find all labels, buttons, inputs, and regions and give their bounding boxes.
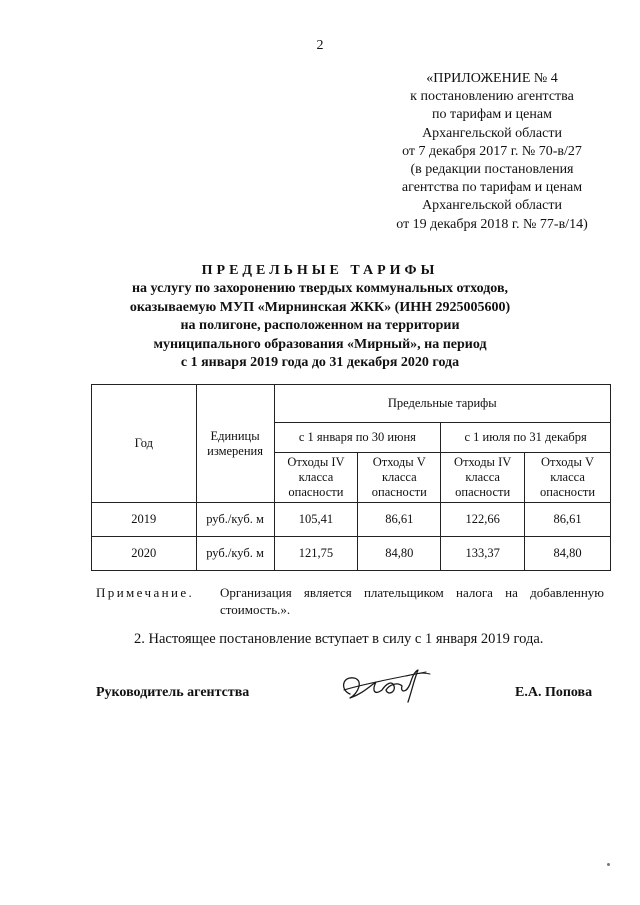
- appendix-line: от 7 декабря 2017 г. № 70-в/27: [402, 143, 582, 159]
- header-unit: Единицы измерения: [196, 385, 274, 503]
- table-row: [92, 537, 611, 571]
- appendix-line: Архангельской области: [422, 198, 562, 214]
- note-text: Организация является плательщиком налога на добавленную стоимость.».: [220, 585, 604, 617]
- note-label: Примечание.: [96, 585, 195, 600]
- cell-h1-iv: 105,41: [274, 503, 358, 537]
- title-line: на полигоне, расположенном на территории: [180, 318, 460, 334]
- tariffs-table: [91, 384, 611, 571]
- cell-h2-v: 86,61: [525, 503, 611, 537]
- cell-h1-iv: 121,75: [274, 537, 358, 571]
- appendix-line: к постановлению агентства: [410, 89, 574, 105]
- cell-year: 2019: [92, 503, 197, 537]
- appendix-header: [360, 70, 624, 234]
- cell-unit: руб./куб. м: [196, 537, 274, 571]
- title-line: оказываемую МУП «Мирнинская ЖКК» (ИНН 2925005600): [129, 299, 511, 315]
- title-line: с 1 января 2019 года до 31 декабря 2020 года: [180, 355, 460, 371]
- signatory-title: Руководитель агентства: [96, 685, 250, 700]
- appendix-line: Архангельской области: [422, 125, 562, 141]
- header-tariffs: Предельные тарифы: [274, 385, 611, 423]
- appendix-line: (в редакции постановления: [410, 162, 574, 178]
- appendix-line: по тарифам и ценам: [432, 107, 552, 123]
- margin-dot: [607, 863, 610, 866]
- table-row: [92, 503, 611, 537]
- cell-h1-v: 86,61: [358, 503, 441, 537]
- cell-h2-iv: 122,66: [441, 503, 525, 537]
- signature-image: [336, 664, 436, 708]
- header-period-1: с 1 января по 30 июня: [274, 423, 441, 453]
- decree-clause: 2. Настоящее постановление вступает в силу с 1 января 2019 года.: [134, 631, 544, 647]
- appendix-line: агентства по тарифам и ценам: [401, 180, 583, 196]
- title-heading: ПРЕДЕЛЬНЫЕ ТАРИФЫ: [201, 263, 439, 278]
- header-year: Год: [92, 385, 197, 503]
- document-title: [70, 262, 570, 372]
- appendix-line: «ПРИЛОЖЕНИЕ № 4: [426, 71, 558, 86]
- title-line: на услугу по захоронению твердых коммунальных отходов,: [131, 281, 509, 297]
- signatory-name: Е.А. Попова: [515, 685, 593, 700]
- appendix-line: от 19 декабря 2018 г. № 77-в/14): [396, 216, 588, 232]
- header-waste-v-period-2: Отходы V класса опасности: [525, 453, 611, 503]
- header-period-2: с 1 июля по 31 декабря: [441, 423, 611, 453]
- title-line: муниципального образования «Мирный», на период: [153, 336, 487, 352]
- cell-h1-v: 84,80: [358, 537, 441, 571]
- header-waste-iv-period-2: Отходы IV класса опасности: [441, 453, 525, 503]
- cell-h2-iv: 133,37: [441, 537, 525, 571]
- cell-unit: руб./куб. м: [196, 503, 274, 537]
- header-waste-iv-period-1: Отходы IV класса опасности: [274, 453, 358, 503]
- cell-year: 2020: [92, 537, 197, 571]
- cell-h2-v: 84,80: [525, 537, 611, 571]
- header-waste-v-period-1: Отходы V класса опасности: [358, 453, 441, 503]
- page-number: 2: [316, 38, 324, 53]
